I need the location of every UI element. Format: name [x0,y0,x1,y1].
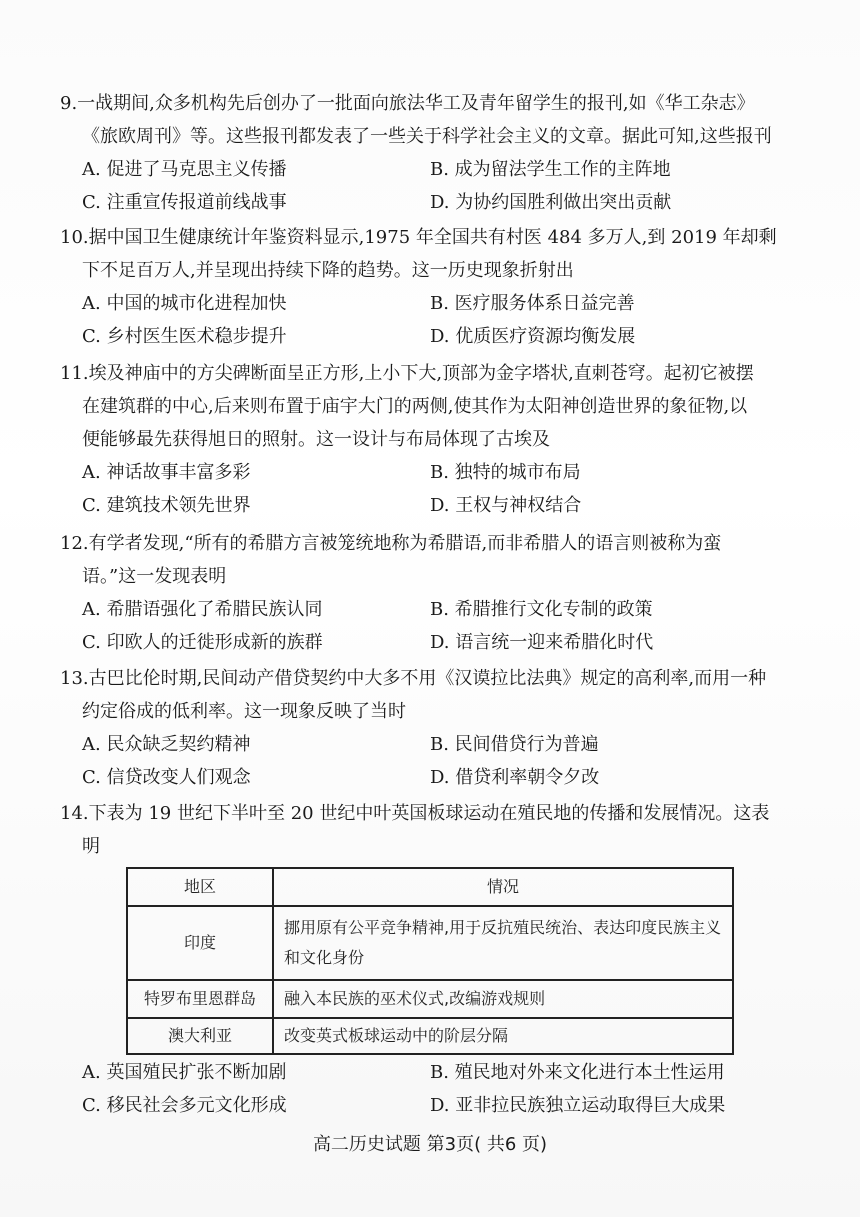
option-c: C. 建筑技术领先世界 [82,495,251,516]
option-c: C. 注重宣传报道前线战事 [82,192,287,213]
table-cell-situation: 融入本民族的巫术仪式,改编游戏规则 [273,980,733,1018]
question-stem-line: 下不足百万人,并呈现出持续下降的趋势。这一历史现象折射出 [82,260,574,281]
question-stem-line: 《旅欧周刊》等。这些报刊都发表了一些关于科学社会主义的文章。据此可知,这些报刊 [82,126,772,147]
question-12 [60,527,830,659]
option-a: A. 英国殖民扩张不断加剧 [82,1062,287,1083]
question-stem-line: 约定俗成的低利率。这一现象反映了当时 [82,701,406,722]
table-header-row [127,868,733,906]
question-14 [60,797,830,863]
option-b: B. 殖民地对外来文化进行本土性运用 [430,1062,725,1083]
question-stem-line: 14.下表为 19 世纪下半叶至 20 世纪中叶英国板球运动在殖民地的传播和发展情况。这表 [60,803,770,824]
option-b: B. 民间借贷行为普遍 [430,734,599,755]
option-b: B. 希腊推行文化专制的政策 [430,599,653,620]
option-d: D. 亚非拉民族独立运动取得巨大成果 [430,1095,726,1116]
question-14-options [60,1056,830,1122]
option-d: D. 王权与神权结合 [430,495,582,516]
options-row [60,489,830,522]
option-b: B. 成为留法学生工作的主阵地 [430,159,671,180]
option-a: A. 神话故事丰富多彩 [82,462,251,483]
option-b: B. 独特的城市布局 [430,462,581,483]
option-c: C. 印欧人的迁徙形成新的族群 [82,632,323,653]
column-header-situation: 情况 [273,868,733,906]
table-cell-region: 印度 [127,906,273,980]
options-row [60,761,830,794]
table-row [127,1018,733,1054]
option-d: D. 借贷利率朝令夕改 [430,767,600,788]
table-cell-region: 澳大利亚 [127,1018,273,1054]
question-stem-line: 12.有学者发现,“所有的希腊方言被笼统地称为希腊语,而非希腊人的语言则被称为蛮 [60,533,722,554]
option-c: C. 乡村医生医术稳步提升 [82,326,287,347]
option-d: D. 为协约国胜利做出突出贡献 [430,192,672,213]
options-row [60,593,830,626]
table-cell-situation: 改变英式板球运动中的阶层分隔 [273,1018,733,1054]
question-10 [60,221,830,353]
question-stem-line: 在建筑群的中心,后来则布置于庙宇大门的两侧,使其作为太阳神创造世界的象征物,以 [82,396,748,417]
options-row [60,1056,830,1089]
option-a: A. 中国的城市化进程加快 [82,293,287,314]
question-stem-line: 10.据中国卫生健康统计年鉴资料显示,1975 年全国共有村医 484 多万人,到 2019 年却剩 [60,227,777,248]
column-header-region: 地区 [127,868,273,906]
option-a: A. 希腊语强化了希腊民族认同 [82,599,323,620]
question-13 [60,662,830,794]
table-row [127,980,733,1018]
options-row [60,186,830,219]
options-row [60,1089,830,1122]
option-a: A. 民众缺乏契约精神 [82,734,251,755]
options-row [60,320,830,353]
question-stem-line: 13.古巴比伦时期,民间动产借贷契约中大多不用《汉谟拉比法典》规定的高利率,而用一种 [60,668,767,689]
options-row [60,728,830,761]
options-row [60,626,830,659]
table-row [127,906,733,980]
question-stem-line: 便能够最先获得旭日的照射。这一设计与布局体现了古埃及 [82,429,550,450]
question-9 [60,87,830,219]
option-d: D. 优质医疗资源均衡发展 [430,326,636,347]
option-c: C. 移民社会多元文化形成 [82,1095,287,1116]
options-row [60,287,830,320]
option-a: A. 促进了马克思主义传播 [82,159,287,180]
table-cell-situation: 挪用原有公平竞争精神,用于反抗殖民统治、表达印度民族主义和文化身份 [273,906,733,980]
option-d: D. 语言统一迎来希腊化时代 [430,632,654,653]
question-stem-line: 明 [82,836,100,857]
table-cell-region: 特罗布里恩群岛 [127,980,273,1018]
options-row [60,153,830,186]
cricket-spread-table [126,867,734,1055]
question-stem-line: 9.一战期间,众多机构先后创办了一批面向旅法华工及青年留学生的报刊,如《华工杂志》 [60,93,755,114]
question-stem-line: 语。”这一发现表明 [82,566,227,587]
options-row [60,456,830,489]
option-b: B. 医疗服务体系日益完善 [430,293,635,314]
option-c: C. 信贷改变人们观念 [82,767,251,788]
question-stem-line: 11.埃及神庙中的方尖碑断面呈正方形,上小下大,顶部为金字塔状,直刺苍穹。起初它被摆 [60,363,754,384]
page-footer: 高二历史试题 第3页( 共6 页) [312,1134,548,1155]
question-11 [60,357,830,522]
